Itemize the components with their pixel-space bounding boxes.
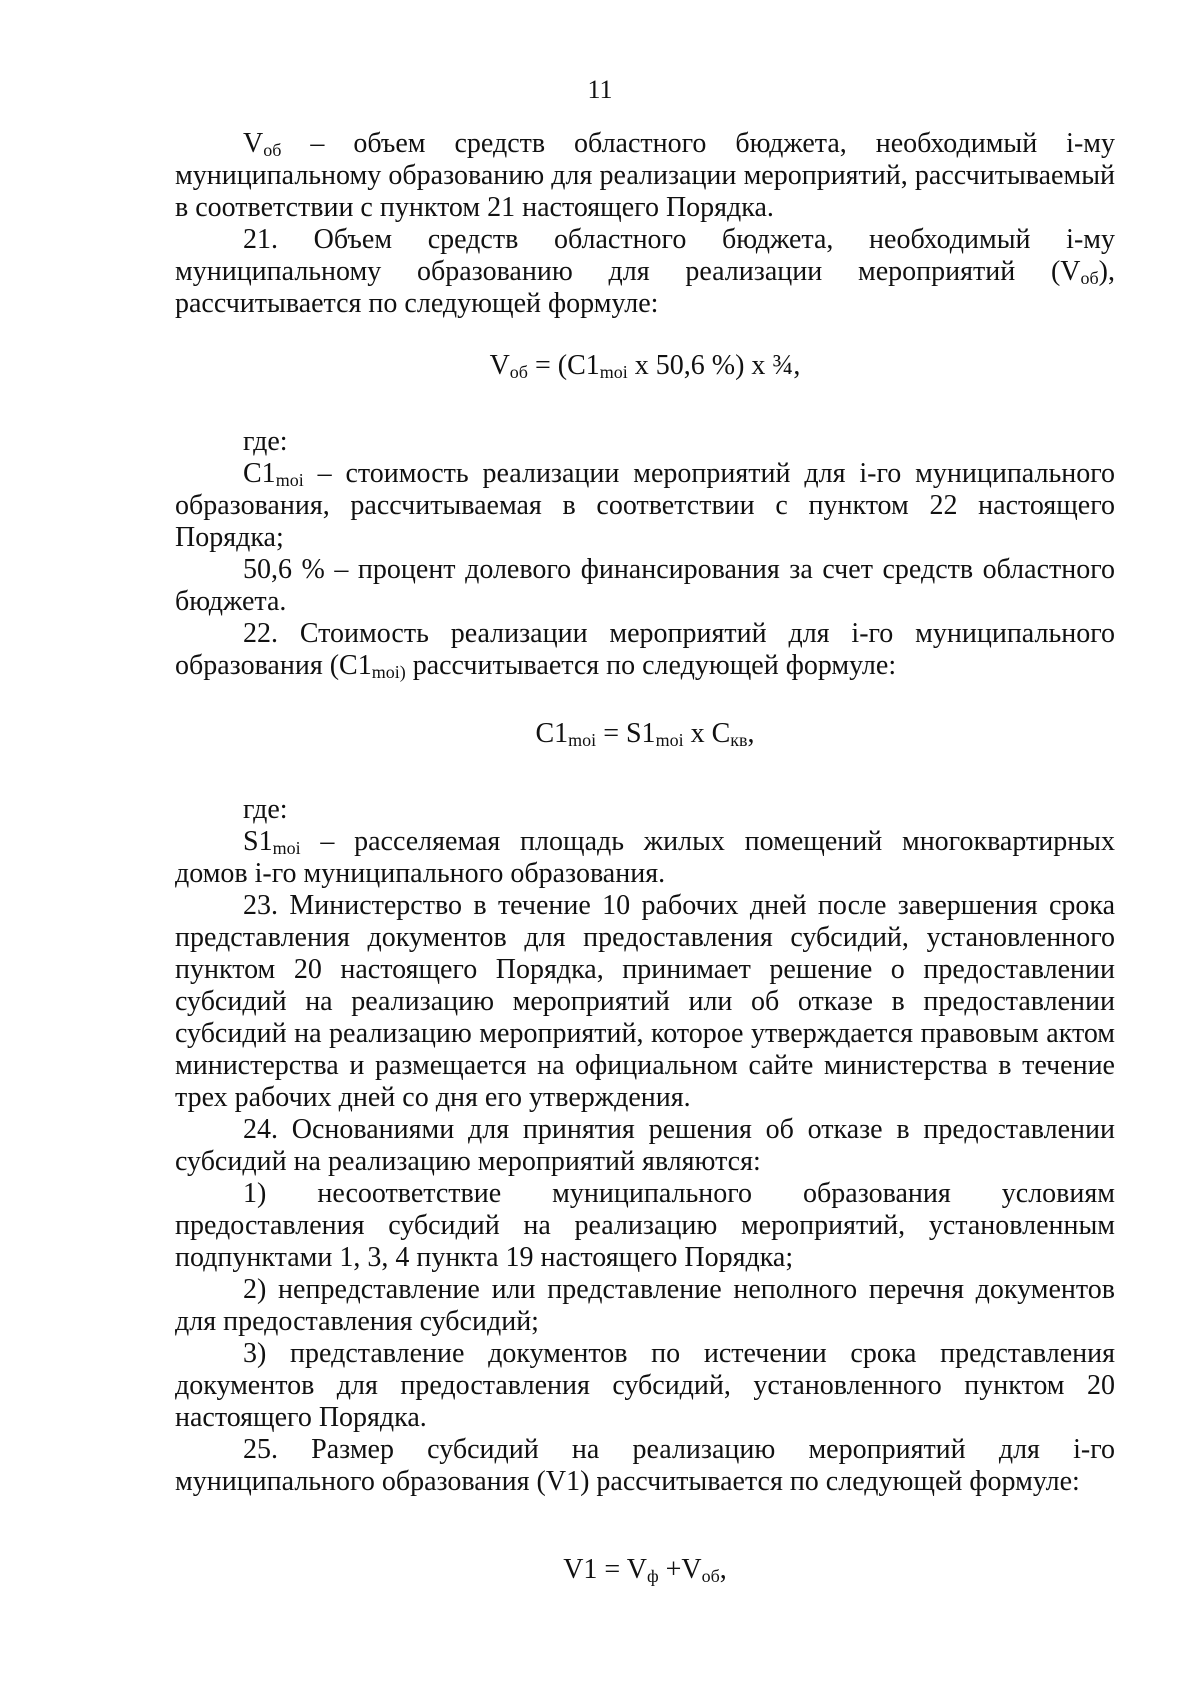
where-label-2: где:	[243, 794, 288, 825]
list-item-1: 1) несоответствие муниципального образования условиям предоставления субсидий на реализацию мероприятий, установленным подпунктами 1, 3, 4 пункта 19 настоящего Порядка;	[175, 1178, 1115, 1273]
definition-s1-moi: $S1_{moi}$ – расселяемая площадь жилых помещений многоквартирных домов i-го муниципального образования.	[175, 826, 1115, 889]
paragraph-22: 22. Стоимость реализации мероприятий для i-го муниципального образования ($C1_{moi)}$ рассчитывается по следующей формуле:	[175, 618, 1115, 682]
paragraph-25: 25. Размер субсидий на реализацию мероприятий для i-го муниципального образования (V1) рассчитывается по следующей формуле:	[175, 1434, 1115, 1497]
page-number: 11	[587, 75, 613, 104]
formula-c1-moi: $C1_{moi} = S1_{moi}$ x $C_{кв}$,	[535, 718, 755, 750]
document-body	[175, 128, 1115, 1586]
paragraph-24: 24. Основаниями для принятия решения об отказе в предоставлении субсидий на реализацию мероприятий являются:	[175, 1114, 1115, 1177]
list-item-3: 3) представление документов по истечении срока представления документов для предоставления субсидий, установленного пунктом 20 настоящего Порядка.	[175, 1338, 1115, 1433]
list-item-2: 2) непредставление или представление неполного перечня документов для предоставления субсидий;	[175, 1274, 1115, 1337]
definition-percent: 50,6 % – процент долевого финансирования за счет средств областного бюджета.	[175, 554, 1115, 617]
definition-v-ob: $V_{об}$ – объем средств областного бюджета, необходимый i-му муниципальному образованию для реализации мероприятий, рассчитываемый в соответствии с пунктом 21 настоящего Порядка.	[175, 128, 1115, 223]
formula-v1: $V1 = V_ф +V_{об}$,	[563, 1554, 727, 1586]
formula-v-ob: $V_{об} = (C1_{moi}$ x 50,6 %) x ¾,	[489, 350, 801, 382]
paragraph-23: 23. Министерство в течение 10 рабочих дней после завершения срока представления документов для предоставления субсидий, установленного пунктом 20 настоящего Порядка, принимает решение о предоставлении субсидий на реализацию мероприятий или об отказе в предоставлении субсидий на реализацию мероприятий, которое утверждается правовым актом министерства и размещается на официальном сайте министерства в течение трех рабочих дней со дня его утверждения.	[175, 890, 1115, 1113]
paragraph-21: 21. Объем средств областного бюджета, необходимый i-му муниципальному образованию для реализации мероприятий $(V_{об})$, рассчитывается по следующей формуле:	[175, 224, 1115, 319]
definition-c1-moi: $C1_{moi}$ – стоимость реализации мероприятий для i-го муниципального образования, рассчитываемая в соответствии с пунктом 22 настоящего Порядка;	[175, 458, 1115, 553]
where-label-1: где:	[243, 426, 288, 457]
